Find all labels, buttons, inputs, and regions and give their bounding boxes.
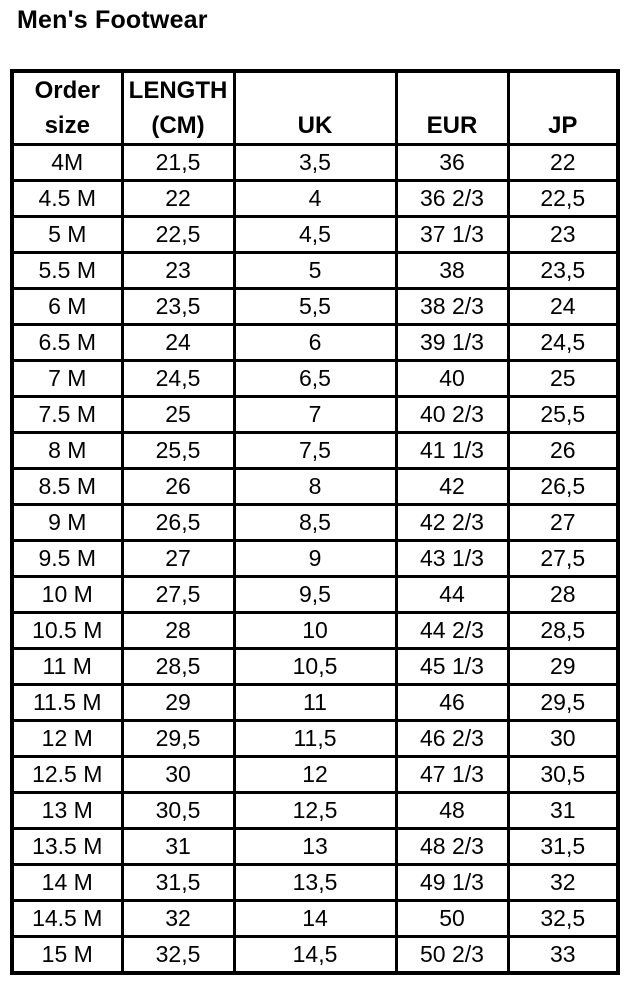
table-cell: 22,5 [508,181,618,217]
table-cell: 49 1/3 [396,865,508,901]
table-cell: 24,5 [122,361,234,397]
table-cell: 23 [122,253,234,289]
table-cell: 30,5 [122,793,234,829]
table-body [12,145,618,974]
table-cell: 46 [396,685,508,721]
table-cell: 38 2/3 [396,289,508,325]
table-cell: 8,5 [234,505,396,541]
table-cell: 48 2/3 [396,829,508,865]
size-chart-table [10,69,620,975]
col-header-length-cm [122,71,234,145]
table-row [12,613,618,649]
table-cell: 42 [396,469,508,505]
table-cell: 25,5 [508,397,618,433]
table-cell: 13,5 [234,865,396,901]
table-cell: 29 [508,649,618,685]
table-row [12,361,618,397]
table-cell: 5,5 [234,289,396,325]
table-cell: 31 [122,829,234,865]
table-row [12,289,618,325]
header-line: UK [297,112,333,139]
table-cell: 11 M [12,649,122,685]
table-cell: 33 [508,937,618,974]
table-cell: 8.5 M [12,469,122,505]
table-cell: 28,5 [508,613,618,649]
table-cell: 22,5 [122,217,234,253]
table-cell: 13 M [12,793,122,829]
table-cell: 28 [122,613,234,649]
table-cell: 11,5 [234,721,396,757]
table-cell: 11 [234,685,396,721]
header-line: JP [548,112,578,139]
table-cell: 7 M [12,361,122,397]
table-cell: 27 [122,541,234,577]
table-cell: 10.5 M [12,613,122,649]
table-row [12,793,618,829]
table-row [12,721,618,757]
table-cell: 5.5 M [12,253,122,289]
table-cell: 32,5 [508,901,618,937]
table-row [12,577,618,613]
table-cell: 9 [234,541,396,577]
table-cell: 4M [12,145,122,181]
table-cell: 50 [396,901,508,937]
table-cell: 10 M [12,577,122,613]
table-row [12,829,618,865]
header-row [12,71,618,145]
table-cell: 14,5 [234,937,396,974]
table-cell: 38 [396,253,508,289]
table-cell: 32 [508,865,618,901]
table-cell: 6.5 M [12,325,122,361]
table-cell: 44 2/3 [396,613,508,649]
table-cell: 31 [508,793,618,829]
table-cell: 30,5 [508,757,618,793]
table-cell: 9 M [12,505,122,541]
table-cell: 43 1/3 [396,541,508,577]
header-line: (CM) [151,112,205,139]
table-row [12,217,618,253]
table-cell: 23 [508,217,618,253]
table-cell: 9.5 M [12,541,122,577]
table-row [12,469,618,505]
table-cell: 11.5 M [12,685,122,721]
table-row [12,325,618,361]
table-cell: 50 2/3 [396,937,508,974]
header-line: size [44,112,90,139]
table-cell: 21,5 [122,145,234,181]
table-cell: 25 [508,361,618,397]
table-cell: 42 2/3 [396,505,508,541]
table-cell: 13.5 M [12,829,122,865]
table-cell: 44 [396,577,508,613]
table-cell: 28 [508,577,618,613]
table-cell: 30 [122,757,234,793]
table-cell: 7 [234,397,396,433]
table-cell: 23,5 [122,289,234,325]
table-cell: 8 [234,469,396,505]
table-cell: 36 [396,145,508,181]
table-cell: 6 [234,325,396,361]
table-cell: 3,5 [234,145,396,181]
table-cell: 4,5 [234,217,396,253]
table-cell: 22 [122,181,234,217]
table-cell: 5 [234,253,396,289]
table-cell: 31,5 [122,865,234,901]
table-row [12,433,618,469]
table-cell: 29 [122,685,234,721]
table-cell: 12 M [12,721,122,757]
table-cell: 29,5 [122,721,234,757]
table-cell: 29,5 [508,685,618,721]
header-line [236,73,395,108]
table-row [12,757,618,793]
table-row [12,253,618,289]
table-cell: 15 M [12,937,122,974]
table-row [12,505,618,541]
table-cell: 45 1/3 [396,649,508,685]
header-line: EUR [426,112,478,139]
table-cell: 26 [508,433,618,469]
table-cell: 27,5 [508,541,618,577]
header-line [398,73,507,108]
table-cell: 27 [508,505,618,541]
table-cell: 12 [234,757,396,793]
header-line: Order [34,77,100,104]
table-cell: 26,5 [122,505,234,541]
table-cell: 47 1/3 [396,757,508,793]
table-cell: 12,5 [234,793,396,829]
table-row [12,541,618,577]
table-cell: 39 1/3 [396,325,508,361]
table-cell: 8 M [12,433,122,469]
table-header [12,71,618,145]
table-cell: 32,5 [122,937,234,974]
table-cell: 46 2/3 [396,721,508,757]
page-title: Men's Footwear [17,6,208,34]
table-row [12,181,618,217]
col-header-eur [396,71,508,145]
table-cell: 7.5 M [12,397,122,433]
table-cell: 9,5 [234,577,396,613]
table-cell: 24 [508,289,618,325]
table-cell: 25 [122,397,234,433]
table-cell: 30 [508,721,618,757]
table-cell: 14 [234,901,396,937]
table-cell: 31,5 [508,829,618,865]
table-cell: 40 [396,361,508,397]
table-cell: 10,5 [234,649,396,685]
table-cell: 6 M [12,289,122,325]
table-cell: 12.5 M [12,757,122,793]
table-row [12,685,618,721]
table-cell: 26 [122,469,234,505]
table-cell: 13 [234,829,396,865]
table-cell: 27,5 [122,577,234,613]
table-cell: 25,5 [122,433,234,469]
table-row [12,649,618,685]
table-cell: 24,5 [508,325,618,361]
table-cell: 5 M [12,217,122,253]
table-cell: 37 1/3 [396,217,508,253]
header-line [510,73,617,108]
table-row [12,901,618,937]
table-cell: 32 [122,901,234,937]
table-cell: 26,5 [508,469,618,505]
table-cell: 28,5 [122,649,234,685]
table-cell: 10 [234,613,396,649]
header-line: LENGTH [128,77,228,104]
table-cell: 36 2/3 [396,181,508,217]
table-row [12,937,618,974]
table-cell: 22 [508,145,618,181]
table-cell: 14.5 M [12,901,122,937]
table-cell: 48 [396,793,508,829]
table-cell: 40 2/3 [396,397,508,433]
table-cell: 6,5 [234,361,396,397]
col-header-order-size [12,71,122,145]
table-cell: 24 [122,325,234,361]
table-cell: 7,5 [234,433,396,469]
table-row [12,397,618,433]
table-cell: 4 [234,181,396,217]
table-cell: 41 1/3 [396,433,508,469]
col-header-uk [234,71,396,145]
table-cell: 23,5 [508,253,618,289]
table-cell: 14 M [12,865,122,901]
col-header-jp [508,71,618,145]
table-row [12,865,618,901]
table-row [12,145,618,181]
table-cell: 4.5 M [12,181,122,217]
